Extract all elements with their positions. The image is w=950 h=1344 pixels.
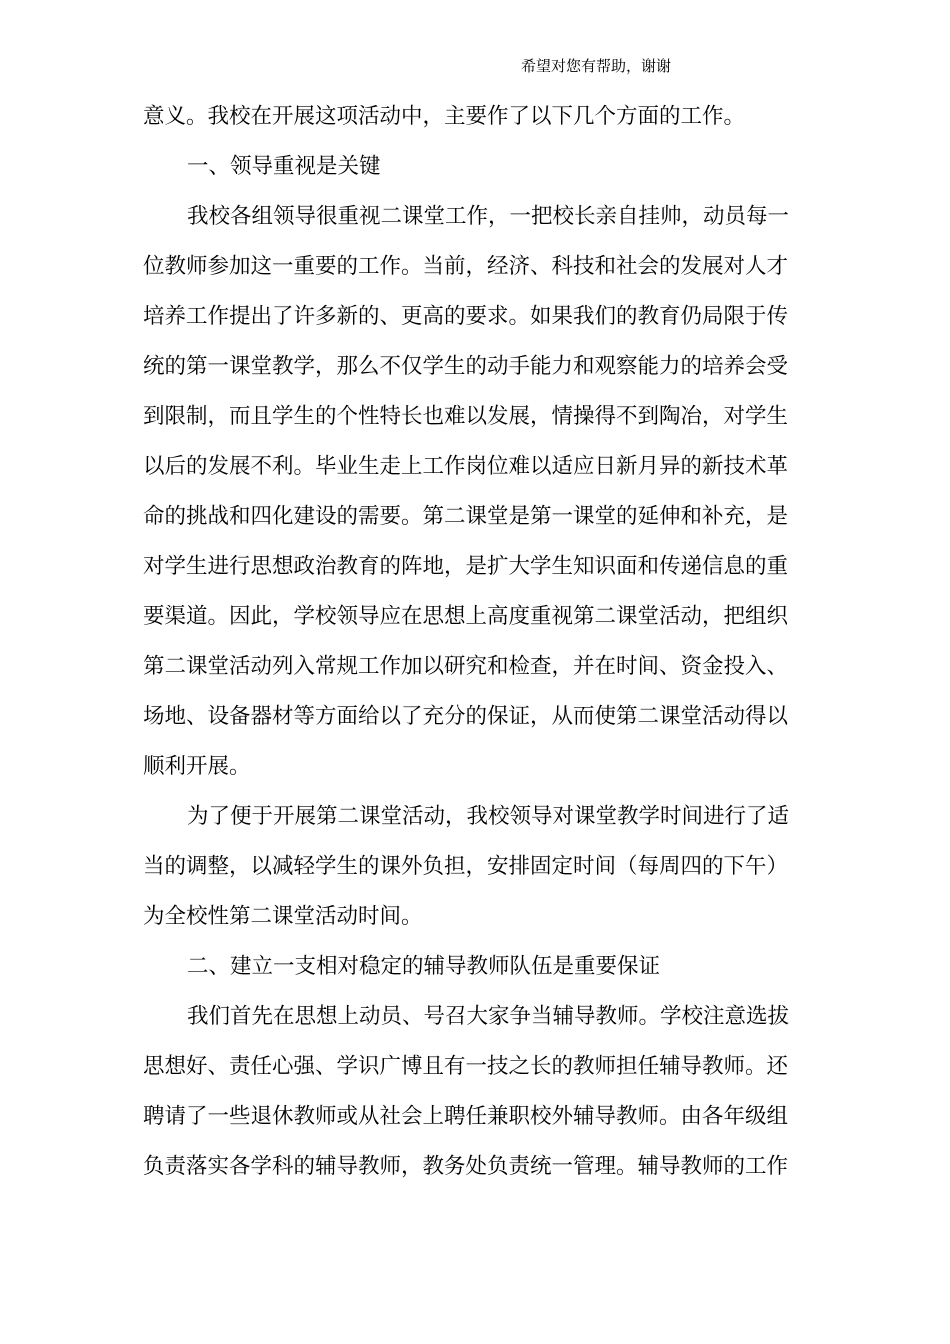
header-note: 希望对您有帮助，谢谢	[521, 57, 672, 75]
paragraph-line: 聘请了一些退休教师或从社会上聘任兼职校外辅导教师。由各年级组	[143, 1104, 789, 1129]
section-heading: 二、建立一支相对稳定的辅导教师队伍是重要保证	[187, 954, 661, 979]
paragraph-line: 为了便于开展第二课堂活动，我校领导对课堂教学时间进行了适	[187, 804, 790, 829]
paragraph-line: 对学生进行思想政治教育的阵地，是扩大学生知识面和传递信息的重	[143, 554, 789, 579]
paragraph-line: 为全校性第二课堂活动时间。	[143, 904, 423, 929]
paragraph-line: 我们首先在思想上动员、号召大家争当辅导教师。学校注意选拔	[187, 1004, 790, 1029]
paragraph-line: 场地、设备器材等方面给以了充分的保证，从而使第二课堂活动得以	[143, 704, 789, 729]
paragraph-line: 我校各组领导很重视二课堂工作，一把校长亲自挂帅，动员每一	[187, 204, 790, 229]
paragraph-line: 以后的发展不利。毕业生走上工作岗位难以适应日新月异的新技术革	[143, 454, 789, 479]
paragraph-line: 当的调整，以减轻学生的课外负担，安排固定时间（每周四的下午）	[143, 854, 789, 879]
paragraph-line: 命的挑战和四化建设的需要。第二课堂是第一课堂的延伸和补充，是	[143, 504, 789, 529]
paragraph-line: 意义。我校在开展这项活动中，主要作了以下几个方面的工作。	[143, 104, 746, 129]
paragraph-line: 思想好、责任心强、学识广博且有一技之长的教师担任辅导教师。还	[143, 1054, 789, 1079]
paragraph-line: 培养工作提出了许多新的、更高的要求。如果我们的教育仍局限于传	[143, 304, 789, 329]
paragraph-line: 统的第一课堂教学，那么不仅学生的动手能力和观察能力的培养会受	[143, 354, 789, 379]
section-heading: 一、领导重视是关键	[187, 154, 381, 179]
paragraph-line: 要渠道。因此，学校领导应在思想上高度重视第二课堂活动，把组织	[143, 604, 789, 629]
paragraph-line: 第二课堂活动列入常规工作加以研究和检查，并在时间、资金投入、	[143, 654, 789, 679]
paragraph-line: 负责落实各学科的辅导教师，教务处负责统一管理。辅导教师的工作	[143, 1154, 789, 1179]
paragraph-line: 到限制，而且学生的个性特长也难以发展，情操得不到陶冶，对学生	[143, 404, 789, 429]
paragraph-line: 顺利开展。	[143, 754, 251, 779]
paragraph-line: 位教师参加这一重要的工作。当前，经济、科技和社会的发展对人才	[143, 254, 789, 279]
